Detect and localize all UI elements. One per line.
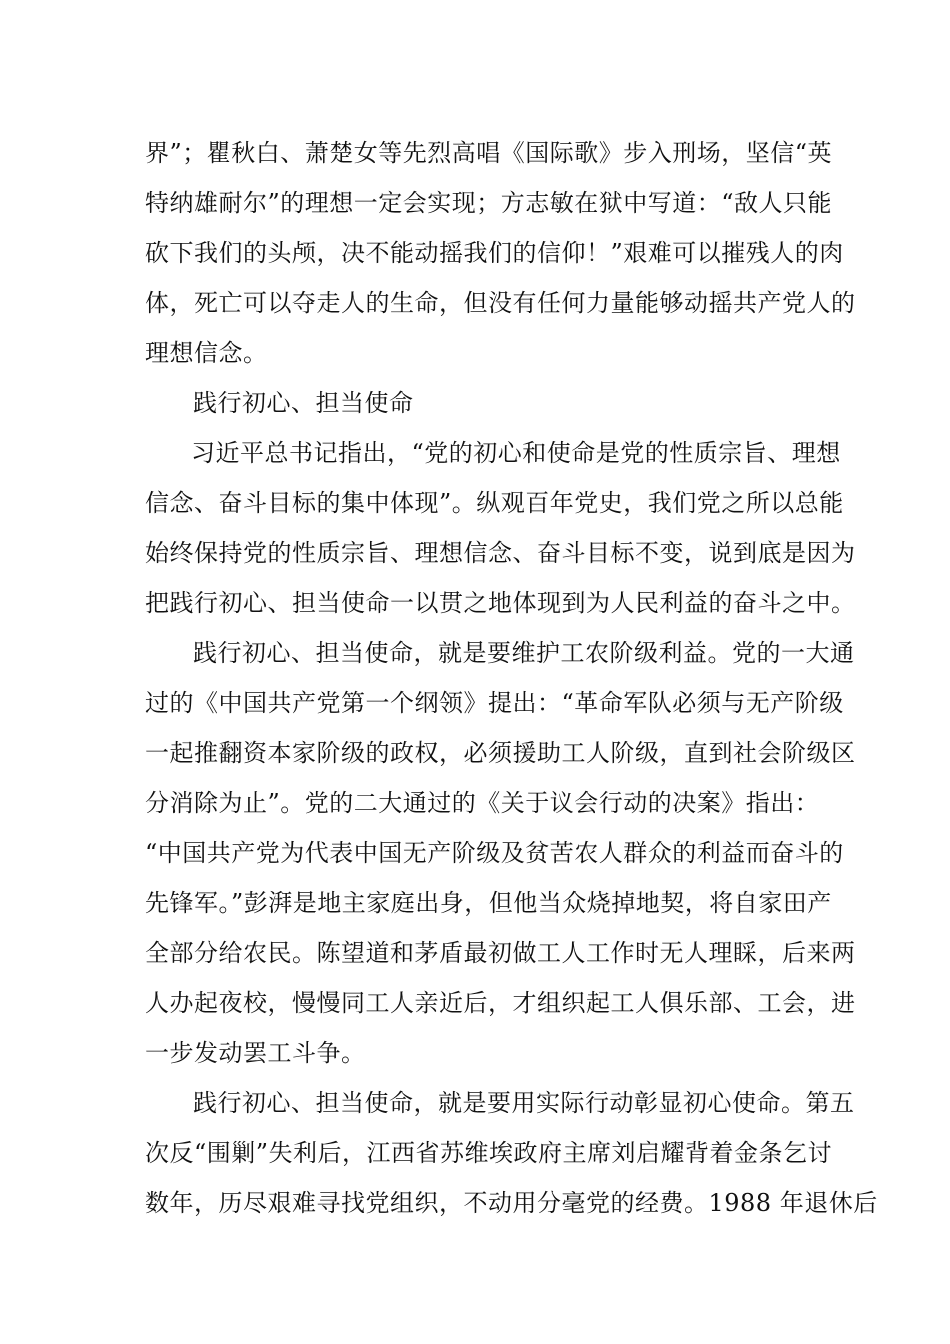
text-line: 践行初心、担当使命，就是要用实际行动彰显初心使命。第五: [193, 1089, 855, 1117]
text-line: 界”；瞿秋白、萧楚女等先烈高唱《国际歌》步入刑场，坚信“英: [145, 139, 833, 167]
text-line: 人办起夜校，慢慢同工人亲近后，才组织起工人俱乐部、工会，进: [145, 989, 856, 1017]
text-line: 次反“围剿”失利后，江西省苏维埃政府主席刘启耀背着金条乞讨: [145, 1139, 833, 1167]
text-line: 一步发动罢工斗争。: [145, 1039, 366, 1067]
text-line: 把践行初心、担当使命一以贯之地体现到为人民利益的奋斗之中。: [145, 589, 856, 617]
text-line: 先锋军。”彭湃是地主家庭出身，但他当众烧掉地契，将自家田产: [145, 889, 832, 917]
text-line: 数年，历尽艰难寻找党组织，不动用分毫党的经费。1988 年退休后: [145, 1189, 878, 1217]
text-line: 信念、奋斗目标的集中体现”。纵观百年党史，我们党之所以总能: [145, 489, 844, 517]
text-line: 践行初心、担当使命，就是要维护工农阶级利益。党的一大通: [193, 639, 855, 667]
text-line: “中国共产党为代表中国无产阶级及贫苦农人群众的利益而奋斗的: [145, 839, 844, 867]
text-line: 过的《中国共产党第一个纲领》提出：“革命军队必须与无产阶级: [145, 689, 844, 717]
section-heading: 践行初心、担当使命: [193, 389, 414, 417]
text-line: 理想信念。: [145, 339, 268, 367]
text-line: 始终保持党的性质宗旨、理想信念、奋斗目标不变，说到底是因为: [145, 539, 856, 567]
text-line: 分消除为止”。党的二大通过的《关于议会行动的决案》指出：: [145, 789, 820, 817]
document-body: [145, 128, 878, 1228]
text-line: 砍下我们的头颅，决不能动摇我们的信仰！”艰难可以摧残人的肉: [145, 239, 844, 267]
text-line: 全部分给农民。陈望道和茅盾最初做工人工作时无人理睬，后来两: [145, 939, 856, 967]
text-line: 体，死亡可以夺走人的生命，但没有任何力量能够动摇共产党人的: [145, 289, 856, 317]
text-line: 特纳雄耐尔”的理想一定会实现；方志敏在狱中写道：“敌人只能: [145, 189, 833, 217]
text-line: 习近平总书记指出，“党的初心和使命是党的性质宗旨、理想: [191, 439, 841, 467]
text-line: 一起推翻资本家阶级的政权，必须援助工人阶级，直到社会阶级区: [145, 739, 856, 767]
